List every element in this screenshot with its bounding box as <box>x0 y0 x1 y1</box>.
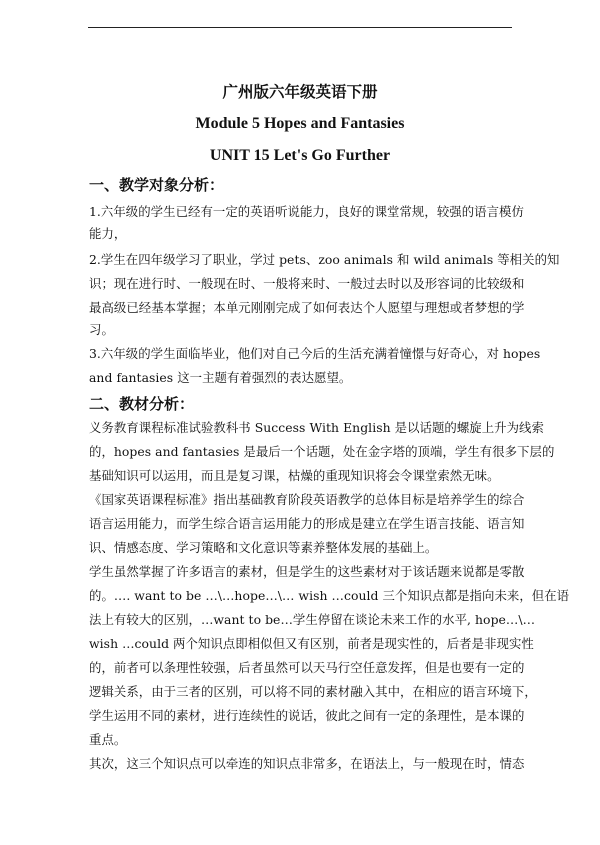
paragraph-line: 学生虽然掌握了许多语言的素材，但是学生的这些素材对于该话题来说都是零散 <box>89 564 525 579</box>
paragraph-line: 基础知识可以运用，而且是复习课，枯燥的重现知识将会令课堂索然无味。 <box>89 468 500 483</box>
paragraph-line: 语言运用能力，而学生综合语言运用能力的形成是建立在学生语言技能、语言知 <box>89 516 525 531</box>
paragraph-line: 的，hopes and fantasies 是最后一个话题，处在金字塔的顶端，学生有很多下层的 <box>89 444 555 459</box>
paragraph-line: 义务教育课程标准试验教科书 Success With English 是以话题的螺旋上升为线索 <box>89 420 544 435</box>
paragraph-line: 习。 <box>89 322 114 337</box>
paragraph-line: 1.六年级的学生已经有一定的英语听说能力，良好的课堂常规，较强的语言模仿 <box>89 204 524 219</box>
paragraph-line: 其次，这三个知识点可以牵连的知识点非常多，在语法上，与一般现在时，情态 <box>89 756 525 771</box>
paragraph-line: 法上有较大的区别，…want to be…学生停留在谈论未来工作的水平, hope…\… <box>89 612 536 627</box>
paragraph-line: 学生运用不同的素材，进行连续性的说话，彼此之间有一定的条理性，是本课的 <box>89 708 525 723</box>
document-title: 广州版六年级英语下册 <box>222 83 378 101</box>
paragraph-line: 最高级已经基本掌握；本单元刚刚完成了如何表达个人愿望与理想或者梦想的学 <box>89 300 525 315</box>
paragraph-line: 重点。 <box>89 732 127 747</box>
section-heading-textbook-analysis: 二、教材分析： <box>89 395 195 413</box>
module-title: Module 5 Hopes and Fantasies <box>195 115 405 132</box>
paragraph-line: 识；现在进行时、一般现在时、一般将来时、一般过去时以及形容词的比较级和 <box>89 276 525 291</box>
section-heading-student-analysis: 一、教学对象分析： <box>89 176 225 194</box>
paragraph-line: 2.学生在四年级学习了职业，学过 pets、zoo animals 和 wild animals 等相关的知 <box>89 252 560 267</box>
paragraph-line: 的。…. want to be …\…hope…\… wish …could 三个知识点都是指向未来，但在语 <box>89 588 570 603</box>
unit-title: UNIT 15 Let's Go Further <box>209 147 391 164</box>
paragraph-line: 逻辑关系，由于三者的区别，可以将不同的素材融入其中，在相应的语言环境下， <box>89 684 537 699</box>
paragraph-line: 3.六年级的学生面临毕业，他们对自己今后的生活充满着憧憬与好奇心，对 hopes <box>89 346 541 361</box>
paragraph-line: 识、情感态度、学习策略和文化意识等素养整体发展的基础上。 <box>89 540 438 555</box>
paragraph-line: 能力， <box>89 226 127 241</box>
paragraph-line: wish …could 两个知识点即相似但又有区别，前者是现实性的，后者是非现实性 <box>89 636 534 651</box>
paragraph-line: 的，前者可以条理性较强，后者虽然可以天马行空任意发挥，但是也要有一定的 <box>89 660 525 675</box>
header-rule <box>88 27 512 28</box>
paragraph-line: and fantasies 这一主题有着强烈的表达愿望。 <box>89 370 352 385</box>
paragraph-line: 《国家英语课程标准》指出基础教育阶段英语教学的总体目标是培养学生的综合 <box>89 492 525 507</box>
